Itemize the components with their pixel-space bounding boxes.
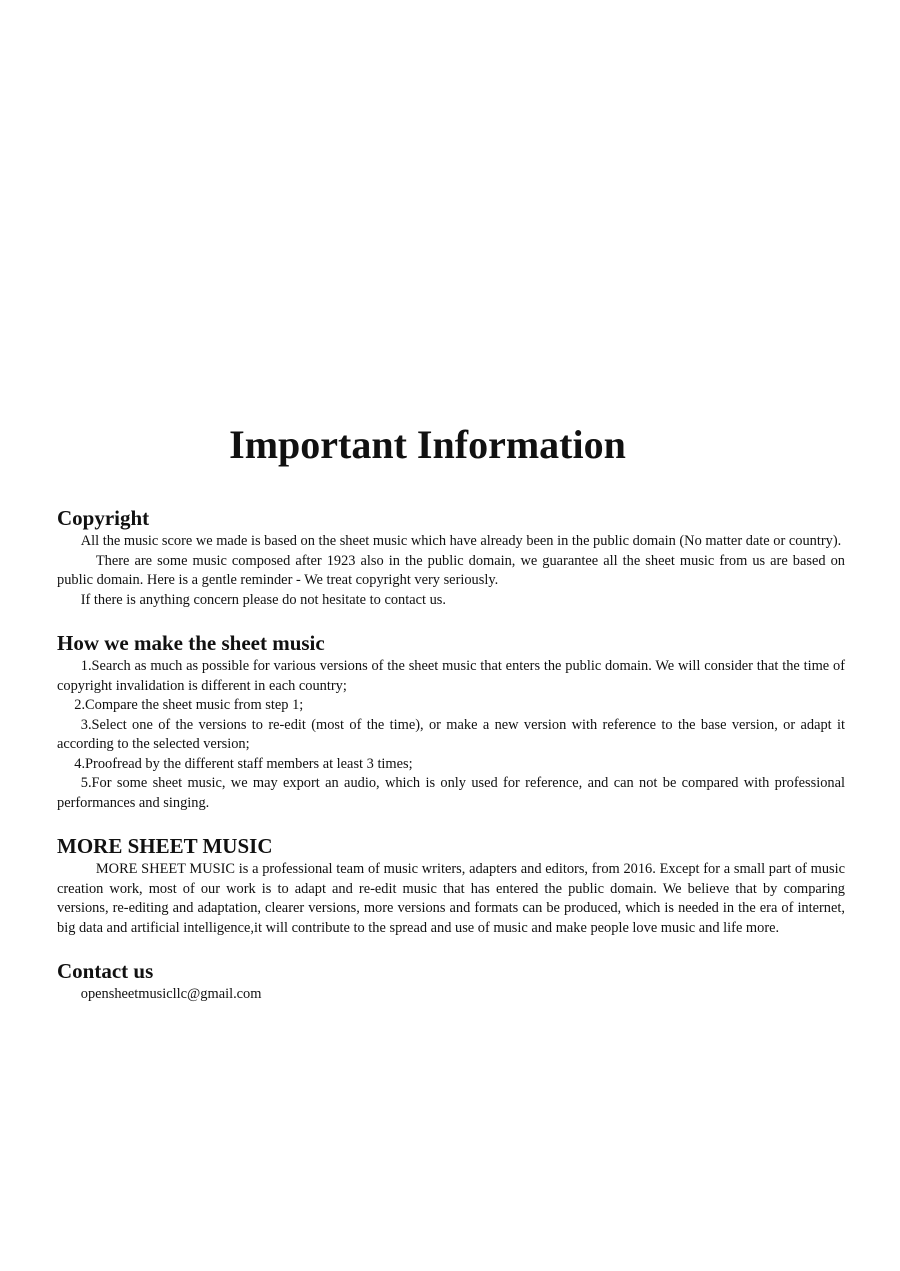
copyright-paragraph: All the music score we made is based on the sheet music which have already been in the public domain (No matter date or country). (80, 533, 842, 549)
contact-heading: Contact us (57, 959, 154, 983)
how-step: 2.Compare the sheet music from step 1; (74, 697, 304, 713)
how-heading: How we make the sheet music (57, 631, 325, 655)
copyright-paragraph: There are some music composed after 1923 also in the public domain, we guarantee all the sheet music from us are based on public domain. Here is a gentle reminder - We treat copyright very seriously. (57, 552, 845, 588)
copyright-paragraph: If there is anything concern please do not hesitate to contact us. (80, 591, 446, 608)
how-step: 1.Search as much as possible for various versions of the sheet music that enters the public domain. We will consider that the time of copyright invalidation is different in each country; (57, 658, 845, 694)
more-paragraph: MORE SHEET MUSIC is a professional team of music writers, adapters and editors, from 2016. Except for a small part of music creation work, most of our work is to adapt and re-edit music that has entered the public domain. We believe that by comparing versions, re-editing and adaptation, clearer versions, more versions and formats can be produced, which is needed in the era of internet, big data and artificial intelligence,it will contribute to the spread and use of music and make people love music and life more. (57, 861, 845, 936)
copyright-heading: Copyright (57, 506, 150, 530)
contact-email: opensheetmusicllc@gmail.com (80, 986, 262, 1002)
content-body (57, 504, 845, 1024)
contact-section (57, 957, 845, 1005)
copyright-section (57, 504, 845, 610)
page-title: Important Information (229, 422, 626, 467)
how-section (57, 629, 845, 813)
how-step: 5.For some sheet music, we may export an audio, which is only used for reference, and can not be compared with professional performances and singing. (57, 775, 845, 811)
how-step: 4.Proofread by the different staff members at least 3 times; (74, 755, 413, 772)
more-heading: MORE SHEET MUSIC (57, 834, 273, 858)
more-section (57, 832, 845, 938)
how-step: 3.Select one of the versions to re-edit (most of the time), or make a new version with reference to the base version, or adapt it according to the selected version; (57, 716, 845, 752)
